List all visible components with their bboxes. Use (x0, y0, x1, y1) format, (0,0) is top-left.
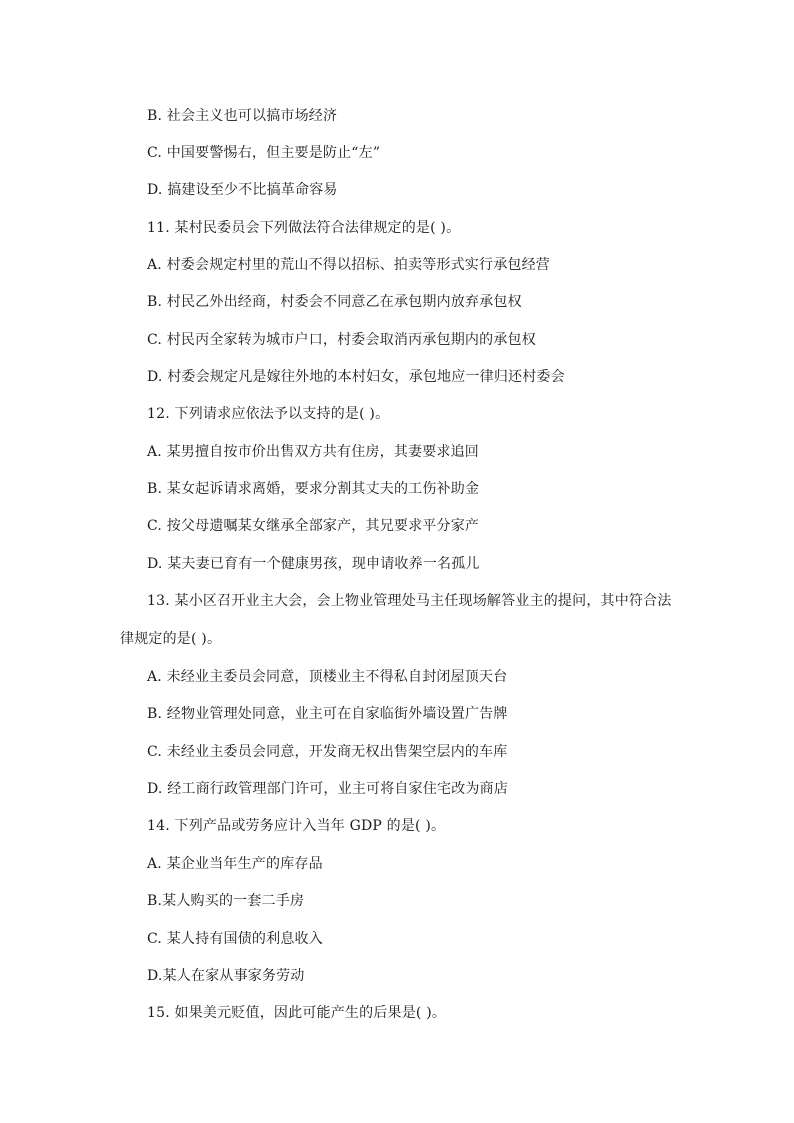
option-d-q14: D.某人在家从事家务劳动 (147, 968, 305, 984)
option-c-q12: C. 按父母遗嘱某女继承全部家产，其兄要求平分家产 (147, 518, 480, 534)
option-d-q12: D. 某夫妻已育有一个健康男孩，现申请收养一名孤儿 (147, 556, 480, 572)
option-d-q10: D. 搞建设至少不比搞革命容易 (147, 182, 338, 198)
question-12: 12. 下列请求应依法予以支持的是( )。 (147, 406, 390, 422)
question-14: 14. 下列产品或劳务应计入当年 GDP 的是( )。 (147, 818, 446, 834)
option-a-q13: A. 未经业主委员会同意，顶楼业主不得私自封闭屋顶天台 (147, 669, 508, 685)
option-d-q11: D. 村委会规定凡是嫁往外地的本村妇女，承包地应一律归还村委会 (147, 369, 565, 385)
option-b-q10: B. 社会主义也可以搞市场经济 (147, 108, 338, 124)
option-d-q13: D. 经工商行政管理部门许可，业主可将自家住宅改为商店 (147, 781, 509, 797)
question-15: 15. 如果美元贬值，因此可能产生的后果是( )。 (147, 1005, 447, 1021)
option-a-q11: A. 村委会规定村里的荒山不得以招标、拍卖等形式实行承包经营 (147, 257, 551, 273)
option-b-q11: B. 村民乙外出经商，村委会不同意乙在承包期内放弃承包权 (147, 294, 522, 310)
option-c-q14: C. 某人持有国债的利息收入 (147, 931, 323, 947)
option-c-q10: C. 中国要警惕右，但主要是防止“左” (147, 145, 381, 161)
option-c-q11: C. 村民丙全家转为城市户口，村委会取消丙承包期内的承包权 (147, 332, 536, 348)
option-b-q13: B. 经物业管理处同意，业主可在自家临街外墙设置广告牌 (147, 706, 508, 722)
option-a-q12: A. 某男擅自按市价出售双方共有住房，其妻要求追回 (147, 444, 480, 460)
option-b-q12: B. 某女起诉请求离婚，要求分割其丈夫的工伤补助金 (147, 481, 480, 497)
option-c-q13: C. 未经业主委员会同意，开发商无权出售架空层内的车库 (147, 744, 508, 760)
question-13: 13. 某小区召开业主大会，会上物业管理处马主任现场解答业主的提问，其中符合法 (147, 593, 672, 609)
option-a-q14: A. 某企业当年生产的库存品 (147, 856, 323, 872)
question-11: 11. 某村民委员会下列做法符合法律规定的是( )。 (147, 220, 461, 236)
question-13-continued: 律规定的是( )。 (120, 631, 222, 647)
option-b-q14: B.某人购买的一套二手房 (147, 893, 305, 909)
